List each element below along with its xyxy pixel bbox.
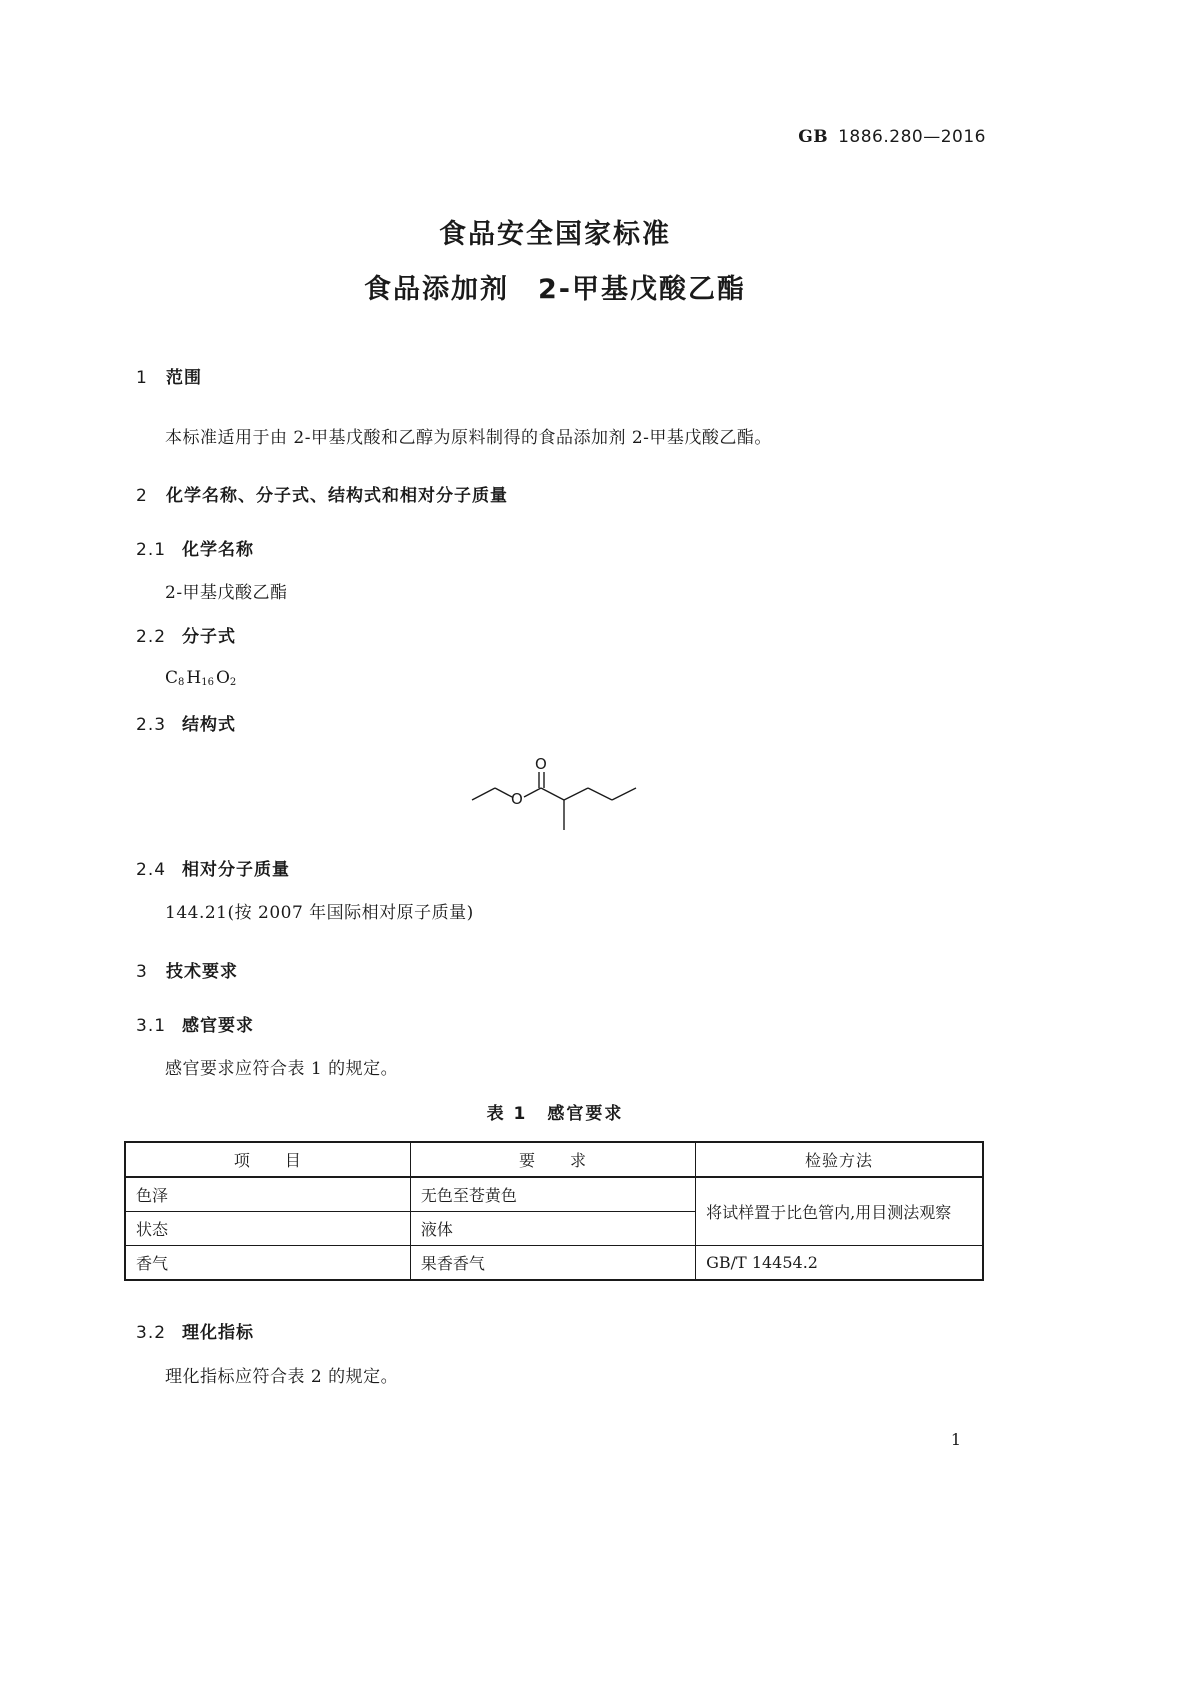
- page-number: 1: [950, 1430, 961, 1449]
- document-subtitle: 食品添加剂 2-甲基戊酸乙酯: [364, 274, 746, 305]
- section-title: 技术要求: [166, 962, 238, 982]
- section-3-1-text: 感官要求应符合表 1 的规定。: [165, 1059, 399, 1079]
- section-1-heading: [136, 363, 202, 388]
- table-cell-method: GB/T 14454.2: [696, 1246, 983, 1281]
- table-1-caption: [0, 1099, 1110, 1124]
- section-number: 3: [136, 962, 148, 982]
- oxygen-label: O: [511, 790, 523, 808]
- section-3-2-heading: [136, 1318, 254, 1343]
- table-cell-method: 将试样置于比色管内,用目测法观察: [696, 1177, 983, 1246]
- section-title: 感官要求: [182, 1016, 254, 1036]
- section-number: 2.4: [136, 860, 167, 880]
- standard-code: [798, 127, 986, 147]
- section-2-4-heading: [136, 855, 290, 880]
- formula-sub-c: 8: [178, 677, 185, 688]
- bond: [588, 788, 612, 800]
- molecular-weight: 144.21(按 2007 年国际相对原子质量): [165, 903, 474, 923]
- structural-formula: [462, 752, 652, 842]
- section-2-1-heading: [136, 535, 254, 560]
- chemical-name: 2-甲基戊酸乙酯: [165, 583, 288, 603]
- table-header-row: [125, 1142, 983, 1177]
- section-title: 理化指标: [182, 1323, 254, 1343]
- formula-sub-h: 16: [201, 677, 214, 688]
- table-row: [125, 1177, 983, 1212]
- section-title: 相对分子质量: [182, 860, 290, 880]
- oxygen-label: O: [535, 755, 547, 773]
- section-number: 2.3: [136, 715, 167, 735]
- section-title: 范围: [166, 368, 202, 388]
- table-cell-requirement: 果香香气: [410, 1246, 695, 1281]
- bond: [612, 788, 636, 800]
- section-number: 1: [136, 368, 148, 388]
- formula-element-c: C: [165, 668, 179, 688]
- section-1-text: 本标准适用于由 2-甲基戊酸和乙醇为原料制得的食品添加剂 2-甲基戊酸乙酯。: [165, 428, 772, 448]
- bond: [541, 788, 564, 800]
- bond: [564, 788, 588, 800]
- table-caption-title: 感官要求: [547, 1104, 624, 1124]
- table-cell-item: 状态: [125, 1212, 410, 1246]
- standard-prefix: GB: [798, 127, 829, 147]
- molecular-formula: [165, 668, 238, 688]
- formula-element-o: O: [215, 668, 230, 688]
- bond: [524, 788, 541, 797]
- section-3-2-text: 理化指标应符合表 2 的规定。: [165, 1367, 399, 1387]
- section-number: 3.2: [136, 1323, 167, 1343]
- section-2-heading: [136, 481, 508, 506]
- table-cell-requirement: 无色至苍黄色: [410, 1177, 695, 1212]
- section-title: 分子式: [182, 627, 236, 647]
- section-number: 2.1: [136, 540, 167, 560]
- sensory-requirements-table: [124, 1141, 984, 1281]
- section-number: 2.2: [136, 627, 167, 647]
- table-header-cell: 要 求: [410, 1142, 695, 1177]
- table-header-cell: 项 目: [125, 1142, 410, 1177]
- section-3-heading: [136, 957, 238, 982]
- section-3-1-heading: [136, 1011, 254, 1036]
- table-row: [125, 1246, 983, 1281]
- section-number: 2: [136, 486, 148, 506]
- table-caption-number: 表 1: [486, 1104, 528, 1124]
- formula-element-h: H: [186, 668, 202, 688]
- section-title: 化学名称、分子式、结构式和相对分子质量: [166, 486, 508, 506]
- section-2-3-heading: [136, 710, 236, 735]
- table-cell-requirement: 液体: [410, 1212, 695, 1246]
- standard-number: 1886.280—2016: [838, 127, 986, 147]
- section-title: 化学名称: [182, 540, 254, 560]
- formula-sub-o: 2: [229, 677, 237, 688]
- table-header-cell: 检验方法: [696, 1142, 983, 1177]
- document-title: 食品安全国家标准: [439, 219, 671, 250]
- bond: [495, 788, 512, 797]
- table-cell-item: 色泽: [125, 1177, 410, 1212]
- section-title: 结构式: [182, 715, 236, 735]
- section-2-2-heading: [136, 622, 236, 647]
- bond: [472, 788, 495, 800]
- section-number: 3.1: [136, 1016, 167, 1036]
- table-cell-item: 香气: [125, 1246, 410, 1281]
